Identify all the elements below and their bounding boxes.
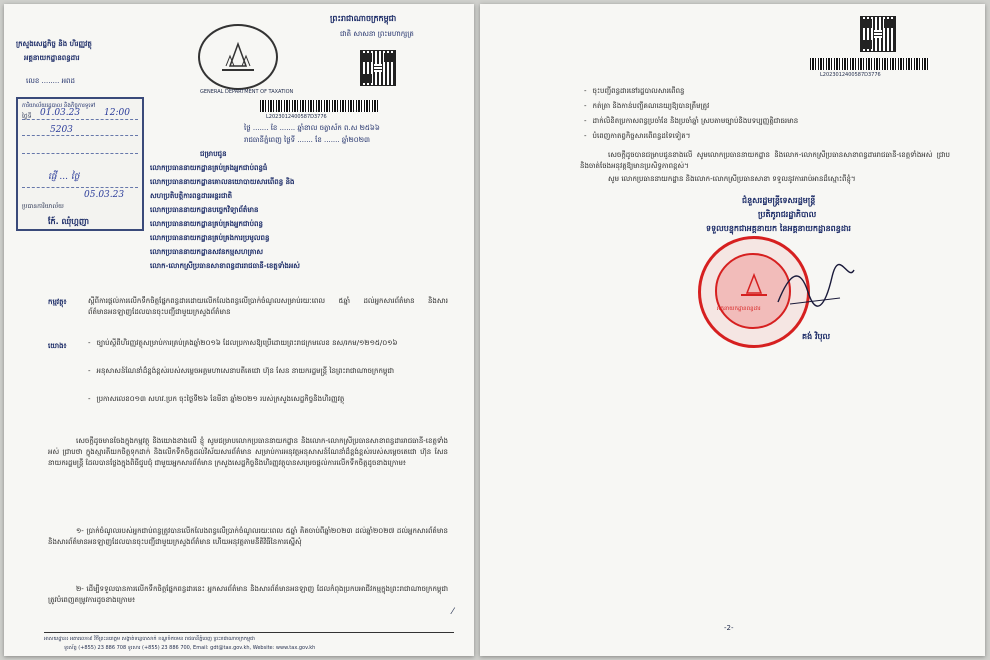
receipt-note: ផ្ញើ ... ថ្ងៃ	[48, 172, 80, 182]
subject-text: ស្តីពីការផ្តល់ការលើកទឹកចិត្តផ្នែកពន្ធដារដោយលើកលែងពន្ធលើប្រាក់ចំណូលសម្រាប់រយៈពេល ៥ឆ្នាំ ដល់អ្នកសារព័ត៌មាន និងសារព័ត៌មានអនឡាញដែលបានចុះបញ្ជីជាមួយក្រសួងព័ត៌មាន	[88, 297, 448, 316]
barcode-id: L2023012400587D3776	[266, 114, 327, 120]
requirement-item: - កត់ត្រា និងកាន់បញ្ជីគណនេយ្យឱ្យបានត្រឹមត្រូវ	[584, 101, 944, 112]
qr-code-icon	[360, 50, 396, 86]
temple-icon	[200, 26, 276, 88]
letter-page-1	[4, 4, 474, 656]
lunar-date: ថ្ងៃ ....... ខែ ....... ឆ្នាំខាល ចត្វាស័ក ព.ស ២៥៦៦	[244, 124, 380, 132]
requirement-item: - បំពេញកាតព្វកិច្ចសារពើពន្ធដទៃទៀត។	[584, 131, 944, 142]
recipient-item: លោកប្រធាននាយកដ្ឋានបច្ចេកវិទ្យាព័ត៌មាន	[150, 206, 259, 214]
recipient-item: លោកប្រធាននាយកដ្ឋានសវនកម្មសហគ្រាស	[150, 248, 264, 256]
recipient-item: លោកប្រធាននាយកដ្ឋានគ្រប់គ្រងការប្រមូលពន្ធ	[150, 234, 270, 242]
barcode-icon	[260, 100, 380, 112]
footer-address: អាសយដ្ឋាន៖ អគារលេខ៩ វិថីព្រះនរោត្តម សង្កាត់ទន្លេបាសាក់ ខណ្ឌចំការមន រាជធានីភ្នំពេញ ព្រះរាជាណាចក្រកម្ពុជា	[44, 636, 255, 642]
signer-name: គង់ វិបុល	[802, 332, 831, 341]
receipt-header: ការិយាល័យរដ្ឋបាល និងកិច្ចការទូទៅ	[22, 103, 96, 109]
recipient-item: លោកប្រធាននាយកដ្ឋានគ្រប់គ្រងអ្នកជាប់ពន្ធធំ	[150, 164, 268, 172]
body-item-2: ២- ដើម្បីទទួលបានការលើកទឹកចិត្តផ្នែកពន្ធដារនេះ អ្នកសារព័ត៌មាន និងសារព័ត៌មានអនឡាញ ដែលកំពុងប្រកបអាជីវកម្មក្នុងព្រះរាជាណាចក្រកម្ពុជា ត្រូវបំពេញតម្រូវការដូចខាងក្រោម៖	[48, 585, 448, 604]
page-number: -2-	[724, 624, 734, 632]
reference-item: - អនុសាសន៍ណែនាំដ៏ខ្ពង់ខ្ពស់របស់សម្តេចអគ្គមហាសេនាបតីតេជោ ហ៊ុន សែន នាយករដ្ឋមន្ត្រី នៃព្រះរាជាណាចក្រកម្ពុជា	[88, 366, 428, 388]
receipt-number: 5203	[50, 125, 73, 135]
signer-title-1: ជំនួសរដ្ឋមន្ត្រីទេសរដ្ឋមន្ត្រី	[742, 196, 816, 205]
recipient-item: លោក-លោកស្រីប្រធានសាខាពន្ធដាររាជធានី-ខេត្តទាំងអស់	[150, 262, 300, 270]
gdt-logo	[198, 24, 278, 90]
letter-page-2	[480, 4, 985, 656]
footer-divider	[44, 632, 454, 633]
department-name: អគ្គនាយកដ្ឋានពន្ធដារ	[24, 54, 80, 62]
reference-item: - ច្បាប់ស្តីពីហិរញ្ញវត្ថុសម្រាប់ការគ្រប់គ្រងឆ្នាំ២០១៦ ដែលប្រកាសឱ្យប្រើដោយព្រះរាជក្រមលេខ នស/រកម/១២១៥/០១៦	[88, 338, 428, 360]
qr-code-icon	[860, 16, 896, 52]
receipt-time: 12:00	[104, 108, 130, 118]
requirement-list	[584, 86, 944, 142]
handwritten-signature	[770, 262, 860, 312]
recipient-item: លោកប្រធាននាយកដ្ឋានគ្រប់គ្រងអ្នកជាប់ពន្ធ	[150, 220, 263, 228]
ministry-name: ក្រសួងសេដ្ឋកិច្ច និង ហិរញ្ញវត្ថុ	[16, 40, 92, 48]
receipt-date-label: ថ្ងៃទី	[22, 113, 32, 120]
recipient-heading: ជម្រាបជូន	[200, 150, 227, 158]
recipient-item: លោកប្រធាននាយកដ្ឋានគោលនយោបាយសារពើពន្ធ និង	[150, 178, 295, 186]
receipt-forward-date: 05.03.23	[84, 190, 125, 200]
reference-list	[88, 338, 428, 416]
reference-label: យោង៖	[48, 342, 67, 350]
footer-contact: ទូរស័ព្ទ (+855) 23 886 708 ទូរសារ (+855) 23 886 700, Email: gdt@tax.gov.kh, Website: www.tax.gov.kh	[64, 645, 316, 651]
recipient-item: សហប្រតិបត្តិការពន្ធដារអន្តរជាតិ	[150, 192, 233, 200]
temple-icon	[735, 269, 773, 299]
receipt-stamp	[16, 97, 144, 231]
receipt-signer: ក៍ែ. ឈុំហ្គញា	[48, 217, 89, 226]
courtesy-paragraph: សូម លោកប្រធាននាយកដ្ឋាន និងលោក-លោកស្រីប្រធានសាខា ទទួលនូវការរាប់អានដ៏ស្មោះពីខ្ញុំ។	[608, 175, 856, 183]
continue-mark: ⁄	[452, 607, 454, 617]
solar-date: រាជធានីភ្នំពេញ ថ្ងៃទី ....... ខែ ....... ឆ្នាំ២០២៣	[244, 136, 371, 144]
closing-paragraph: សេចក្តីដូចបានជម្រាបជូនខាងលើ សូមលោកប្រធាននាយកដ្ឋាន និងលោក-លោកស្រីប្រធានសាខាពន្ធដាររាជធានី-ខេត្តទាំងអស់ ជ្រាប និងចាត់ចែងអនុវត្តឱ្យមានប្រសិទ្ធភាពខ្ពស់។	[580, 151, 950, 170]
reference-number: លេខ ........ អពដ	[26, 77, 75, 85]
subject-label: កម្មវត្ថុ៖	[48, 298, 67, 306]
barcode-id: L2023012400587D3776	[820, 72, 881, 78]
logo-caption: GENERAL DEPARTMENT OF TAXATION	[200, 89, 294, 95]
requirement-item: - ដាក់លិខិតប្រកាសពន្ធប្រចាំខែ និងប្រចាំឆ្នាំ ស្របតាមច្បាប់និងបទប្បញ្ញត្តិជាធរមាន	[584, 116, 944, 127]
barcode-icon	[810, 58, 930, 70]
receipt-sign-label: ប្រធានការិយាល័យ	[22, 203, 64, 210]
signer-title-2: ប្រតិភូរាជរដ្ឋាភិបាល	[758, 210, 817, 219]
requirement-item: - ចុះបញ្ជីពន្ធដារនៅរដ្ឋបាលសារពើពន្ធ	[584, 86, 944, 97]
body-paragraph: សេចក្តីដូចមានចែងក្នុងកម្មវត្ថុ និងយោងខាងលើ ខ្ញុំ សូមជម្រាបលោកប្រធាននាយកដ្ឋាន និងលោក-លោកស្រីប្រធានសាខាពន្ធដាររាជធានី-ខេត្តទាំងអស់ ជ្រាបថា ក្នុងស្មារតីយកចិត្តទុកដាក់ និងលើកទឹកចិត្តដល់វិស័យសារព័ត៌មាន សម្រាប់ការអនុវត្តអនុសាសន៍ណែនាំដ៏ខ្ពង់ខ្ពស់របស់សម្តេចតេជោ ហ៊ុន សែន នាយករដ្ឋមន្ត្រី ដែលបានថ្លែងក្នុងពិធីជួបជុំ ជាមួយអ្នកសារព័ត៌មាន ក្រសួងសេដ្ឋកិច្ចនិងហិរញ្ញវត្ថុបានសម្រេចផ្តល់ការលើកទឹកចិត្តដូចខាងក្រោម៖	[48, 437, 448, 467]
body-item-1: ១- ប្រាក់ចំណូលរបស់អ្នកជាប់ពន្ធត្រូវបានលើកលែងពន្ធលើប្រាក់ចំណូលរយៈពេល ៥ឆ្នាំ គិតចាប់ពីឆ្នាំ២០២៣ ដល់ឆ្នាំ២០២៧ ដល់អ្នកសារព័ត៌មាន និងសារព័ត៌មានអនឡាញដែលបានចុះបញ្ជីជាមួយក្រសួងព័ត៌មាន ហើយអនុវត្តតាមនីតិវិធីនៃការស្នើសុំ	[48, 527, 448, 546]
reference-item: - ប្រកាសលេខ០១៣ សហវ.ប្រក ចុះថ្ងៃទី២៦ ខែមីនា ឆ្នាំ២០២១ របស់ក្រសួងសេដ្ឋកិច្ចនិងហិរញ្ញវត្ថុ	[88, 394, 428, 416]
signer-title-3: ទទួលបន្ទុកជាអគ្គនាយក នៃអគ្គនាយកដ្ឋានពន្ធដារ	[706, 224, 851, 233]
recipient-list	[150, 164, 410, 276]
motto: ជាតិ សាសនា ព្រះមហាក្សត្រ	[340, 30, 414, 38]
seal-text: អគ្គនាយកដ្ឋានពន្ធដារ	[717, 306, 761, 312]
kingdom-heading: ព្រះរាជាណាចក្រកម្ពុជា	[330, 14, 397, 23]
receipt-date: 01.03.23	[40, 108, 81, 118]
